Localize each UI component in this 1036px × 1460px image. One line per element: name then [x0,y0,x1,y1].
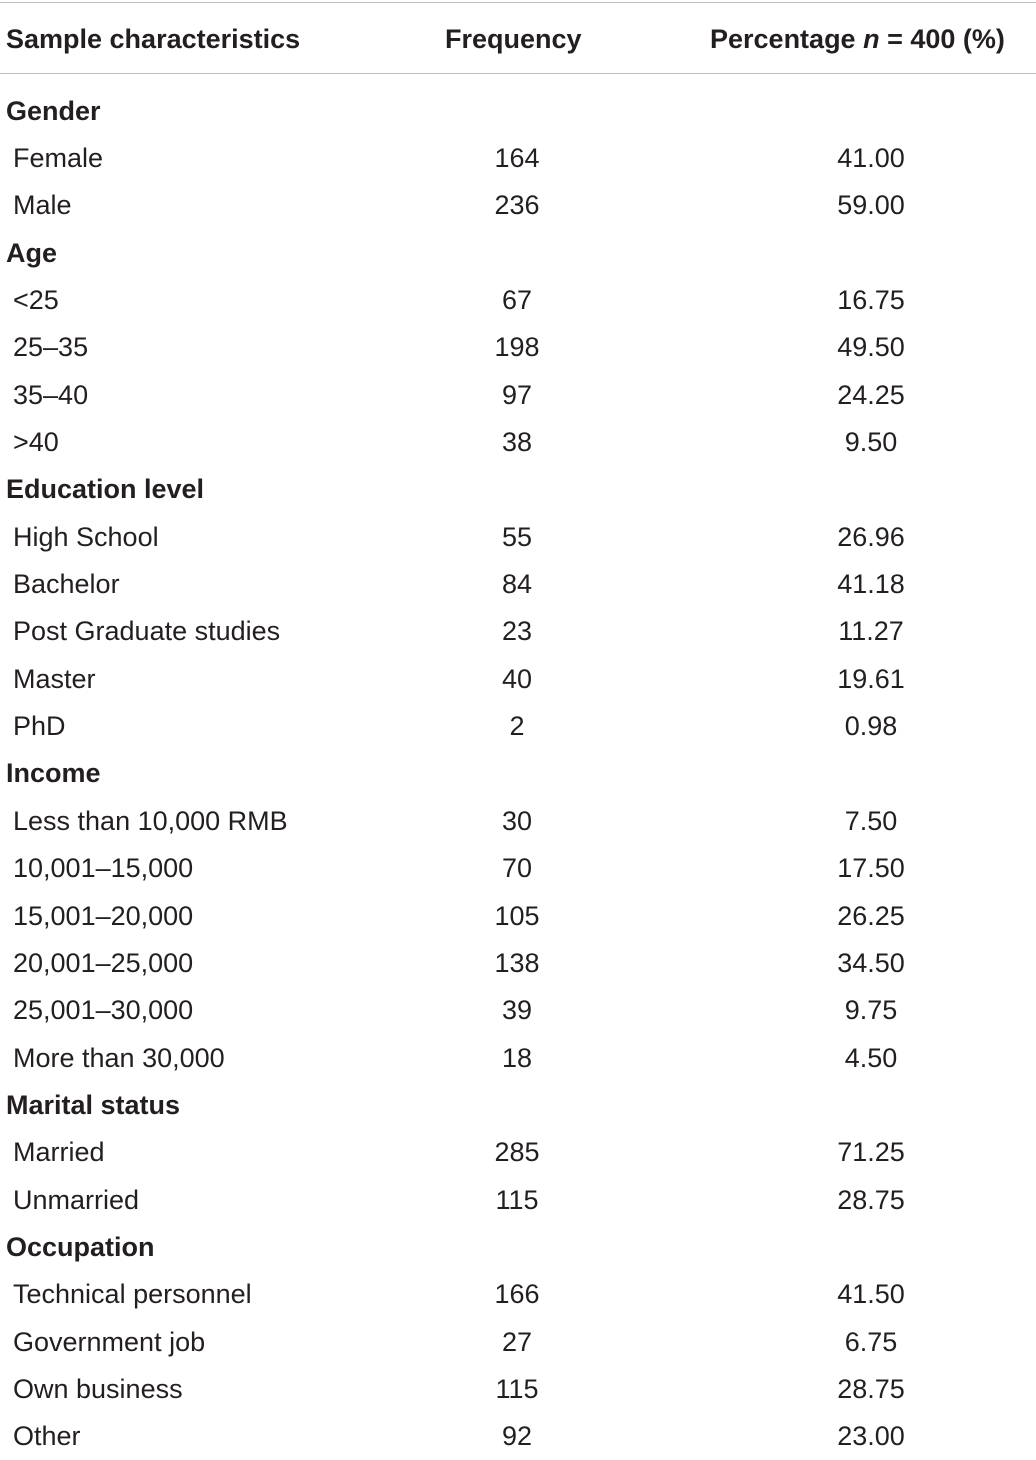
row-percentage: 41.00 [837,143,905,174]
row-percentage: 26.25 [837,900,905,931]
table-row [0,655,1036,702]
row-percentage: 49.50 [837,332,905,363]
row-frequency: 92 [501,1421,533,1452]
table-row [0,702,1036,749]
row-frequency: 97 [501,379,533,410]
row-label: Government job [13,1326,206,1357]
table-row [0,608,1036,655]
row-label: 25–35 [13,332,89,363]
table-row [0,276,1036,323]
header-sample-characteristics: Sample characteristics [6,24,301,54]
category-row [0,466,1036,513]
row-frequency: 166 [494,1279,540,1310]
row-percentage: 19.61 [837,663,905,694]
row-frequency: 39 [501,995,533,1026]
row-frequency: 84 [501,569,533,600]
category-label: Gender [6,95,101,126]
category-row [0,229,1036,276]
row-frequency: 164 [494,143,540,174]
row-label: PhD [13,711,66,742]
row-frequency: 30 [501,805,533,836]
row-percentage: 16.75 [837,285,905,316]
row-frequency: 115 [495,1373,539,1404]
row-label: Married [13,1137,105,1168]
row-frequency: 27 [501,1326,533,1357]
row-frequency: 70 [501,853,533,884]
table-row [0,1318,1036,1365]
row-label: Other [13,1421,81,1452]
table-row [0,1413,1036,1460]
row-label: Technical personnel [13,1279,252,1310]
header-rule [0,73,1036,74]
table-header [0,0,1036,74]
header-frequency: Frequency [445,24,582,54]
row-frequency: 18 [501,1042,533,1073]
row-percentage: 24.25 [837,379,905,410]
row-percentage: 59.00 [837,190,905,221]
row-label: Male [13,190,72,221]
row-percentage: 28.75 [837,1184,905,1215]
category-label: Occupation [6,1231,155,1262]
table-row [0,1271,1036,1318]
category-row [0,1223,1036,1270]
row-label: 15,001–20,000 [13,900,194,931]
row-label: High School [13,521,159,552]
row-frequency: 23 [501,616,533,647]
table-row [0,560,1036,607]
category-label: Education level [6,474,205,505]
row-percentage: 41.50 [837,1279,905,1310]
row-percentage: 0.98 [844,711,898,742]
row-label: Bachelor [13,569,120,600]
row-label: 35–40 [13,379,89,410]
row-label: <25 [13,285,59,316]
table-row [0,797,1036,844]
row-frequency: 38 [501,427,533,458]
table-row [0,1129,1036,1176]
row-label: >40 [13,427,59,458]
row-frequency: 2 [509,711,525,742]
category-label: Marital status [6,1089,181,1120]
row-label: Female [13,143,104,174]
row-label: 20,001–25,000 [13,947,194,978]
table-row [0,418,1036,465]
row-label: Master [13,663,96,694]
row-label: Less than 10,000 RMB [13,805,288,836]
header-percentage-prefix: Percentage [710,24,864,54]
row-label: Unmarried [13,1184,140,1215]
table-row [0,892,1036,939]
table-row [0,324,1036,371]
row-percentage: 6.75 [844,1326,898,1357]
row-frequency: 285 [494,1137,540,1168]
table-body [0,87,1036,1460]
category-row [0,87,1036,134]
row-percentage: 26.96 [837,521,905,552]
row-label: Post Graduate studies [13,616,281,647]
row-frequency: 138 [494,947,540,978]
table-row [0,1176,1036,1223]
row-frequency: 40 [501,663,533,694]
table-row [0,513,1036,560]
row-label: Own business [13,1373,183,1404]
table-row [0,182,1036,229]
table-row [0,845,1036,892]
row-percentage: 7.50 [844,805,898,836]
table-row [0,371,1036,418]
row-percentage: 41.18 [837,569,905,600]
row-percentage: 28.75 [837,1373,905,1404]
row-frequency: 236 [494,190,540,221]
row-percentage: 34.50 [837,947,905,978]
header-percentage [710,22,1005,56]
row-frequency: 55 [501,521,533,552]
row-percentage: 4.50 [844,1042,898,1073]
table-row [0,134,1036,181]
row-label: More than 30,000 [13,1042,225,1073]
table-row [0,1034,1036,1081]
row-percentage: 23.00 [837,1421,905,1452]
category-row [0,1081,1036,1128]
row-label: 25,001–30,000 [13,995,194,1026]
category-label: Income [6,758,101,789]
category-label: Age [6,237,58,268]
header-percentage-suffix: = 400 (%) [879,24,1005,54]
row-frequency: 67 [501,285,533,316]
table-row [0,987,1036,1034]
row-percentage: 11.27 [838,616,904,647]
row-percentage: 9.75 [844,995,898,1026]
row-percentage: 71.25 [837,1137,905,1168]
row-label: 10,001–15,000 [13,853,194,884]
category-row [0,750,1036,797]
table-row [0,1365,1036,1412]
table-row [0,939,1036,986]
row-frequency: 198 [494,332,540,363]
row-frequency: 105 [494,900,540,931]
row-percentage: 9.50 [844,427,898,458]
row-frequency: 115 [495,1184,539,1215]
header-percentage-n: n [863,24,880,54]
row-percentage: 17.50 [837,853,905,884]
